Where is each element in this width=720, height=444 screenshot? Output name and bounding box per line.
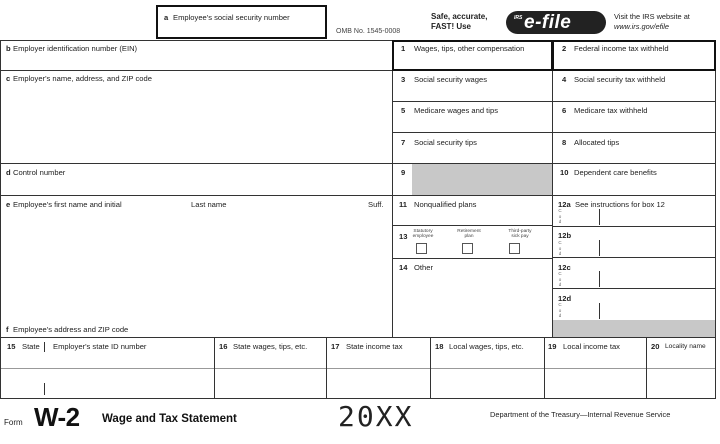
box-12d-num: 12d [558,294,572,303]
box-16-state-wages-field[interactable] [215,338,326,398]
box-12c[interactable] [553,258,715,288]
box-20-num: 20 [651,342,660,351]
box-17-num: 17 [331,342,340,351]
box-19-local-tax-field[interactable] [545,338,646,398]
box-14-label: Other [414,263,433,272]
department-label: Department of the Treasury—Internal Revenue Service [490,410,671,419]
employee-name-field[interactable] [1,196,392,337]
employer-letter: c [6,74,11,83]
box-12c-num: 12c [558,263,571,272]
box-5-label: Medicare wages and tips [414,106,498,115]
box-1-label: Wages, tips, other compensation [414,44,525,53]
employee-suffix-label: Suff. [368,200,384,209]
box-9-num: 9 [401,168,406,177]
box-12b-code-letters: C o d [558,240,562,256]
box-4-num: 4 [562,75,567,84]
statutory-employee-checkbox[interactable] [416,243,427,254]
retirement-plan-checkbox[interactable] [462,243,473,254]
box-8-label: Allocated tips [574,138,620,147]
employee-first-name-label: Employee's first name and initial [13,200,122,209]
box-20-label: Locality name [665,343,706,350]
box-11-num: 11 [399,200,408,209]
box-15-state-label: State [22,342,40,351]
address-label: Employee's address and ZIP code [13,325,129,334]
box-13-thirdparty-label: Third-party sick pay [508,229,532,239]
box-19-label: Local income tax [563,342,620,351]
box-9-shaded [412,164,552,195]
box-14-num: 14 [399,263,408,272]
ssn-box[interactable] [156,5,327,39]
box-18-label: Local wages, tips, etc. [449,342,524,351]
tagline-2: FAST! Use [431,22,472,31]
box-3-num: 3 [401,75,406,84]
box-13-retirement-label: Retirement plan [457,229,481,239]
efile-logo-text: e-file [524,12,572,33]
box-7-num: 7 [401,138,406,147]
box-6-num: 6 [562,106,567,115]
employee-letter: e [6,200,11,209]
box-20-locality-field[interactable] [647,338,715,398]
box-12a-label: See instructions for box 12 [575,200,665,209]
box-5-num: 5 [401,106,406,115]
control-letter: d [6,168,11,177]
box-12c-code-letters: C o d [558,271,562,287]
box-12a-code-letters: C o d [558,208,562,224]
box-15-num: 15 [7,342,16,351]
ein-label: Employer identification number (EIN) [13,44,138,53]
box-13-statutory-label: Statutory employee [412,229,434,239]
visit-line-2: www.irs.gov/efile [614,22,670,31]
box-10-label: Dependent care benefits [574,168,657,177]
box-8-num: 8 [562,138,567,147]
box-17-state-tax-field[interactable] [327,338,430,398]
box-12d[interactable] [553,289,715,320]
ssn-letter: a [164,13,169,22]
box-11-label: Nonqualified plans [414,200,477,209]
box-16-label: State wages, tips, etc. [233,342,308,351]
employer-name-field[interactable] [1,71,392,163]
box-12d-code-letters: C o d [558,302,562,318]
ssn-label: Employee's social security number [173,13,290,22]
box-7-label: Social security tips [414,138,477,147]
ein-letter: b [6,44,11,53]
visit-line-1: Visit the IRS website at [614,12,690,21]
tagline-1: Safe, accurate, [431,12,488,21]
box-10-num: 10 [560,168,569,177]
employer-label: Employer's name, address, and ZIP code [13,74,152,83]
box-16-num: 16 [219,342,228,351]
box-17-label: State income tax [346,342,403,351]
box-19-num: 19 [548,342,557,351]
box-3-label: Social security wages [414,75,488,84]
box-12b[interactable] [553,227,715,257]
box-2-label: Federal income tax withheld [574,44,669,53]
box-12b-num: 12b [558,231,572,240]
box-6-label: Medicare tax withheld [574,106,648,115]
control-label: Control number [13,168,66,177]
box-15-state-field[interactable] [1,338,214,398]
third-party-sick-pay-checkbox[interactable] [509,243,520,254]
form-title: Wage and Tax Statement [102,413,237,425]
efile-logo [506,11,606,34]
box-2-num: 2 [562,44,567,53]
box-13-num: 13 [399,232,408,241]
box-12a-num: 12a [558,200,571,209]
box-18-num: 18 [435,342,444,351]
box-1-num: 1 [401,44,406,53]
efile-logo-prefix: IRS [514,15,523,21]
box-4-label: Social security tax withheld [574,75,666,84]
form-word: Form [4,418,23,427]
employee-last-name-label: Last name [191,200,227,209]
address-letter: f [6,325,9,334]
box-15-id-label: Employer's state ID number [53,342,147,351]
box-12-shaded-strip [553,320,715,337]
omb-number: OMB No. 1545-0008 [336,28,401,35]
form-name: W-2 [34,402,80,432]
box-18-local-wages-field[interactable] [431,338,544,398]
tax-year: 20XX [338,400,414,433]
